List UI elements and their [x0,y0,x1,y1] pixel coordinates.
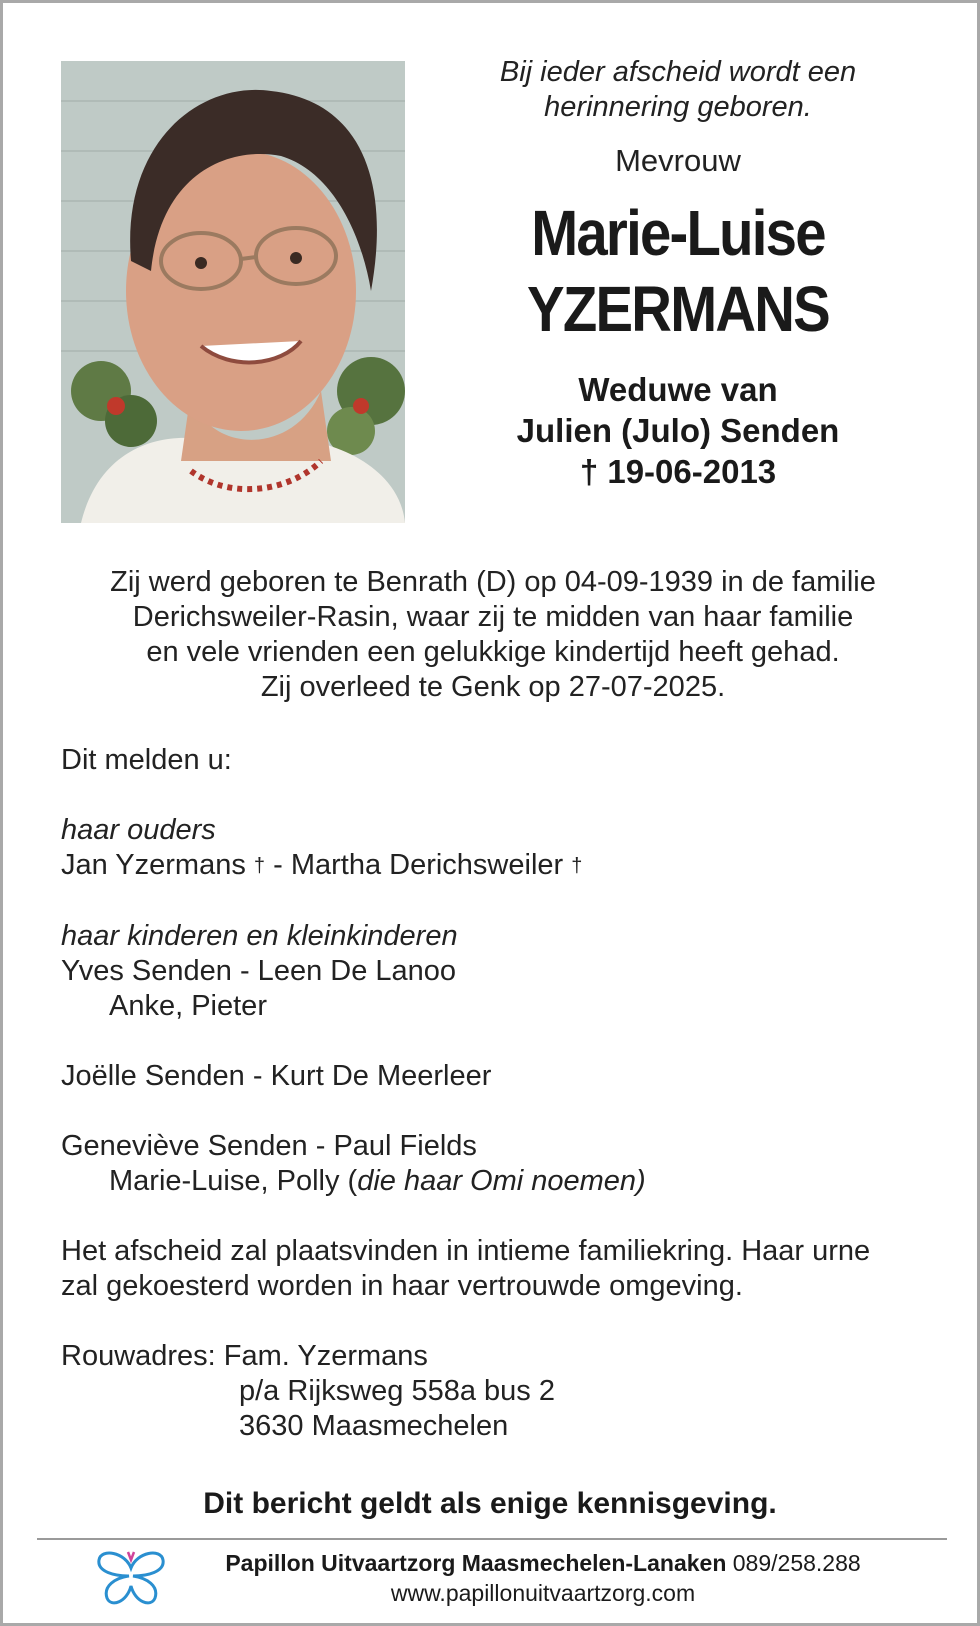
deceased-name [471,195,885,347]
family-3: Geneviève Senden - Paul Fields [61,1130,477,1162]
widow-line-2: Julien (Julo) Senden [516,412,840,449]
company-name: Papillon Uitvaartzorg Maasmechelen-Lanaken [225,1550,727,1576]
intro-line-4: Zij overleed te Genk op 27-07-2025. [260,671,726,703]
farewell-line-2: zal gekoesterd worden in haar vertrouwde omgeving. [61,1270,743,1302]
portrait-image [61,61,405,523]
family-2: Joëlle Senden - Kurt De Meerleer [61,1060,492,1092]
company-phone[interactable]: 089/258.288 [732,1550,861,1576]
last-name: YZERMANS [527,273,829,345]
closing-statement: Dit bericht geldt als enige kennisgeving. [203,1487,777,1520]
address-line-2: p/a Rijksweg 558a bus 2 [239,1375,555,1407]
first-name: Marie-Luise [531,197,825,269]
parents-separator: - [265,849,291,881]
address-line-3: 3630 Maasmechelen [239,1410,509,1442]
footer-text [183,1548,903,1608]
mother-name: Martha Derichsweiler [290,849,564,881]
intro-line-1: Zij werd geboren te Benrath (D) op 04-09-1939 in de familie [110,566,876,598]
footer-company-line [183,1548,903,1578]
parents-line [61,848,941,884]
widow-line-1: Weduwe van [578,371,778,408]
address-line-1: Rouwadres: Fam. Yzermans [61,1340,428,1372]
parents-heading: haar ouders [61,814,216,846]
quote-line-1: Bij ieder afscheid wordt een [499,56,857,88]
family-3-note: die haar Omi noemen) [357,1165,646,1197]
cross-icon: † [571,855,583,877]
children-heading: haar kinderen en kleinkinderen [61,920,458,952]
family-3-grandchildren [61,1164,941,1199]
intro-line-3: en vele vrienden een gelukkige kindertijd heeft gehad. [146,636,840,668]
family-3-kids: Marie-Luise, Polly ( [109,1165,358,1197]
family-1-grandchildren: Anke, Pieter [109,990,267,1022]
widow-line-3: † 19-06-2013 [579,453,777,490]
cross-icon: † [253,855,266,877]
company-website[interactable]: www.papillonuitvaartzorg.com [390,1580,696,1606]
father-name: Jan Yzermans [61,849,246,881]
farewell-line-1: Het afscheid zal plaatsvinden in intieme familiekring. Haar urne [61,1235,871,1267]
quote-line-2: herinnering geboren. [544,91,812,123]
portrait-photo [61,61,405,523]
intro-line-2: Derichsweiler-Rasin, waar zij te midden van haar familie [132,601,854,633]
footer-divider [37,1538,947,1540]
quote [443,55,913,125]
header-block [443,55,913,492]
intro-paragraph [43,565,943,705]
butterfly-logo-icon [95,1546,167,1608]
honorific: Mevrouw [615,143,741,178]
family-1: Yves Senden - Leen De Lanoo [61,955,457,987]
announce-line: Dit melden u: [61,744,232,776]
announcement-body [61,743,941,1444]
widow-info [443,369,913,492]
